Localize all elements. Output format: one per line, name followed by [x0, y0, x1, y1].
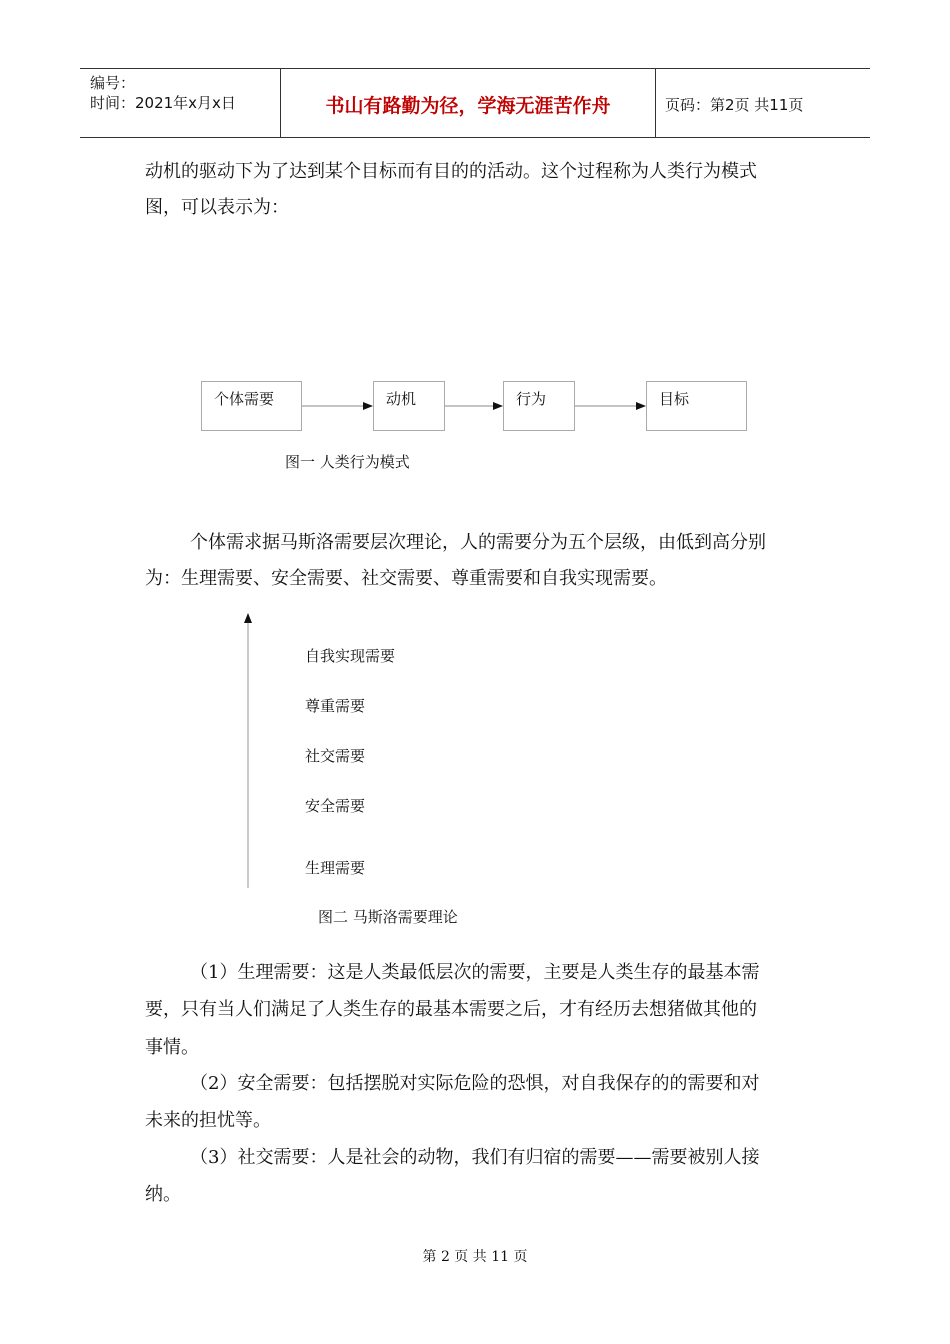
flow-box-need-label: 个体需要 [214, 390, 275, 408]
maslow-intro-line-2: 为：生理需要、安全需要、社交需要、尊重需要和自我实现需要。 [145, 568, 667, 589]
flow-box-goal-label: 目标 [659, 390, 690, 408]
maslow-intro-line-1: 个体需求据马斯洛需要层次理论，人的需要分为五个层级，由低到高分别 [190, 532, 766, 553]
flow-box-behavior-label: 行为 [516, 390, 547, 408]
flow-box-motive-label: 动机 [386, 390, 417, 408]
section1-line-2: 要，只有当人们满足了人类生存的最基本需要之后，才有经历去想猪做其他的 [145, 999, 757, 1020]
header-page-info: 页码：第2页 共11页 [665, 96, 804, 114]
level-esteem: 尊重需要 [305, 697, 366, 715]
level-safety: 安全需要 [305, 797, 366, 815]
section1-line-3: 事情。 [145, 1037, 199, 1058]
intro-line-2: 图，可以表示为： [145, 197, 289, 218]
section2-line-2: 未来的担忧等。 [145, 1110, 271, 1131]
date-label: 时间：2021年x月x日 [90, 94, 236, 112]
header-motto: 书山有路勤为径，学海无涯苦作舟 [325, 95, 611, 117]
level-social: 社交需要 [305, 747, 366, 765]
figure2-caption: 图二 马斯洛需要理论 [318, 908, 458, 926]
level-self-actualization: 自我实现需要 [305, 647, 396, 665]
section3-line-2: 纳。 [145, 1184, 181, 1205]
page-footer: 第 2 页 共 11 页 [422, 1249, 528, 1265]
section2-line-1: （2）安全需要：包括摆脱对实际危险的恐惧，对自我保存的的需要和对 [190, 1073, 760, 1094]
section1-line-1: （1）生理需要：这是人类最低层次的需要，主要是人类生存的最基本需 [190, 962, 760, 983]
intro-line-1: 动机的驱动下为了达到某个目标而有目的的活动。这个过程称为人类行为模式 [145, 161, 757, 182]
level-physiological: 生理需要 [305, 859, 366, 877]
serial-label: 编号： [90, 74, 136, 92]
figure1-caption: 图一 人类行为模式 [285, 453, 410, 471]
section3-line-1: （3）社交需要：人是社会的动物，我们有归宿的需要——需要被别人接 [190, 1147, 760, 1168]
